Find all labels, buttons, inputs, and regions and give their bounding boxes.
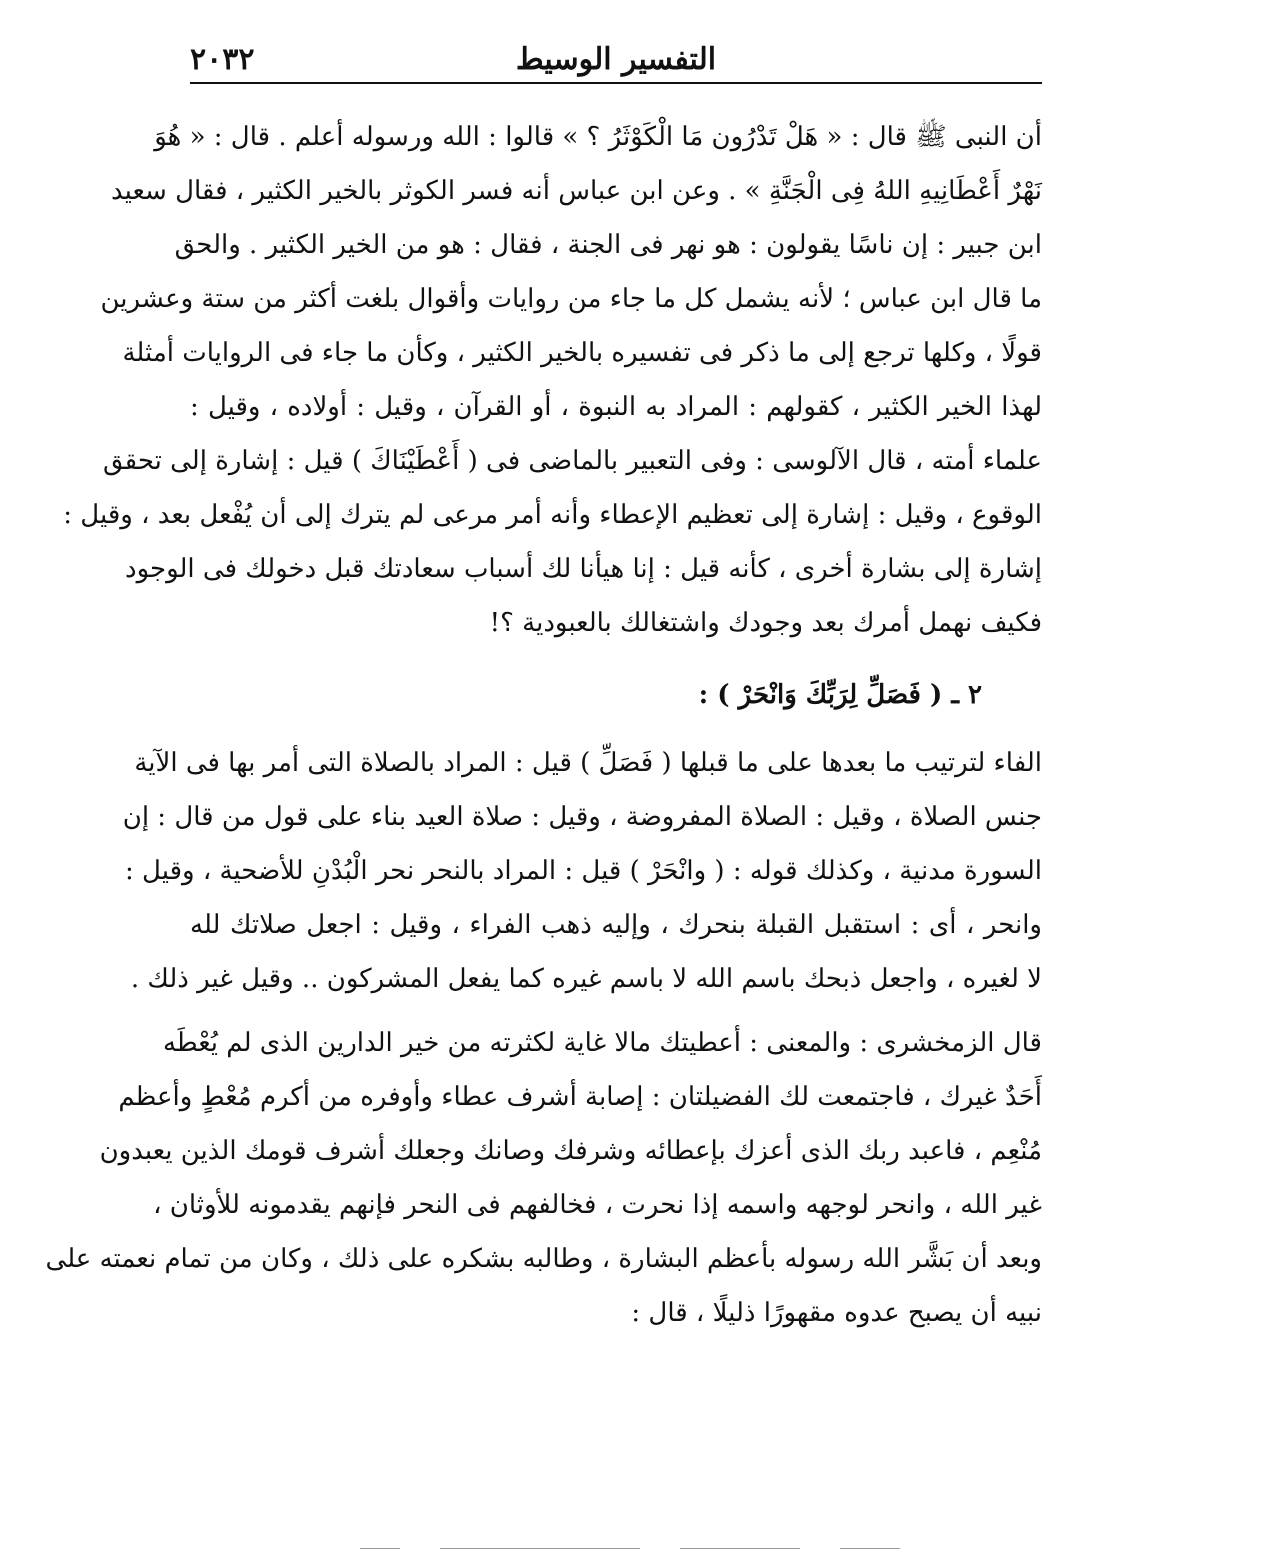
- text-line: السورة مدنية ، وكذلك قوله : ( وانْحَرْ ) قيل : المراد بالنحر نحر الْبُدْنِ للأضحية ، وقيل :: [125, 856, 1042, 886]
- footer-rule: [680, 1548, 800, 1549]
- running-title: التفسير الوسيط: [515, 42, 717, 77]
- page-header: [190, 38, 1042, 84]
- text-line: غير الله ، وانحر لوجهه واسمه إذا نحرت ، فخالفهم فى النحر فإنهم يقدمونه للأوثان ،: [153, 1190, 1042, 1220]
- page-body: [45, 110, 1042, 1340]
- text-line: لهذا الخير الكثير ، كقولهم : المراد به النبوة ، أو القرآن ، وقيل : أولاده ، وقيل :: [190, 392, 1042, 422]
- paragraph-3: [45, 1016, 1042, 1340]
- text-line: لا لغيره ، واجعل ذبحك باسم الله لا باسم غيره كما يفعل المشركون .. وقيل غير ذلك .: [130, 964, 1042, 994]
- text-line: قال الزمخشرى : والمعنى : أعطيتك مالا غاية لكثرته من خير الدارين الذى لم يُعْطَه: [162, 1028, 1042, 1058]
- text-line: نَهْرٌ أَعْطَانِيهِ اللهُ فِى الْجَنَّةِ » . وعن ابن عباس أنه فسر الكوثر بالخير الكثير ، فقال سعيد: [111, 176, 1042, 206]
- text-line: الوقوع ، وقيل : إشارة إلى تعظيم الإعطاء وأنه أمر مرعى لم يترك إلى أن يُفْعل بعد ، وقيل :: [63, 500, 1042, 530]
- text-line: نبيه أن يصبح عدوه مقهورًا ذليلًا ، قال :: [631, 1298, 1042, 1328]
- text-line: قولًا ، وكلها ترجع إلى ما ذكر فى تفسيره بالخير الكثير ، وكأن ما جاء فى الروايات أمثلة: [122, 338, 1042, 368]
- paragraph-2: [122, 736, 1042, 1006]
- text-line: جنس الصلاة ، وقيل : الصلاة المفروضة ، وقيل : صلاة العيد بناء على قول من قال : إن: [122, 802, 1042, 832]
- text-line: مُنْعِم ، فاعبد ربك الذى أعزك بإعطائه وشرفك وصانك وجعلك أشرف قومك الذين يعبدون: [99, 1136, 1042, 1166]
- text-line: إشارة إلى بشارة أخرى ، كأنه قيل : إنا هيأنا لك أسباب سعادتك قبل دخولك فى الوجود: [125, 554, 1042, 584]
- text-line: علماء أمته ، قال الآلوسى : وفى التعبير بالماضى فى ( أَعْطَيْنَاكَ ) قيل : إشارة إلى تحقق: [103, 446, 1042, 476]
- text-line: ما قال ابن عباس ؛ لأنه يشمل كل ما جاء من روايات وأقوال بلغت أكثر من ستة وعشرين: [100, 284, 1042, 314]
- text-line: الفاء لترتيب ما بعدها على ما قبلها ( فَصَلِّ ) قيل : المراد بالصلاة التى أمر بها فى الآية: [134, 748, 1042, 778]
- footer-rule: [360, 1548, 400, 1549]
- text-line: وبعد أن بَشَّر الله رسوله بأعظم البشارة ، وطالبه بشكره على ذلك ، وكان من تمام نعمته على: [45, 1244, 1042, 1274]
- text-line: ابن جبير : إن ناسًا يقولون : هو نهر فى الجنة ، فقال : هو من الخير الكثير . والحق: [174, 230, 1042, 260]
- footer-rules: [360, 1548, 920, 1550]
- paragraph-1: [63, 110, 1042, 650]
- page-number: ٢٠٣٢: [190, 42, 255, 77]
- text-line: وانحر ، أى : استقبل القبلة بنحرك ، وإليه ذهب الفراء ، وقيل : اجعل صلاتك لله: [190, 910, 1042, 940]
- text-line: أن النبى ﷺ قال : « هَلْ تَدْرُون مَا الْكَوْثَرُ ؟ » قالوا : الله ورسوله أعلم . قال : « هُوَ: [154, 122, 1042, 152]
- footer-rule: [440, 1548, 640, 1549]
- text-line: فكيف نهمل أمرك بعد وجودك واشتغالك بالعبودية ؟!: [489, 608, 1042, 638]
- text-line: أَحَدٌ غيرك ، فاجتمعت لك الفضيلتان : إصابة أشرف عطاء وأوفره من أكرم مُعْطٍ وأعظم: [118, 1082, 1042, 1112]
- verse-heading: ٢ ـ ( فَصَلِّ لِرَبِّكَ وَانْحَرْ ) :: [698, 680, 982, 710]
- footer-rule: [840, 1548, 900, 1549]
